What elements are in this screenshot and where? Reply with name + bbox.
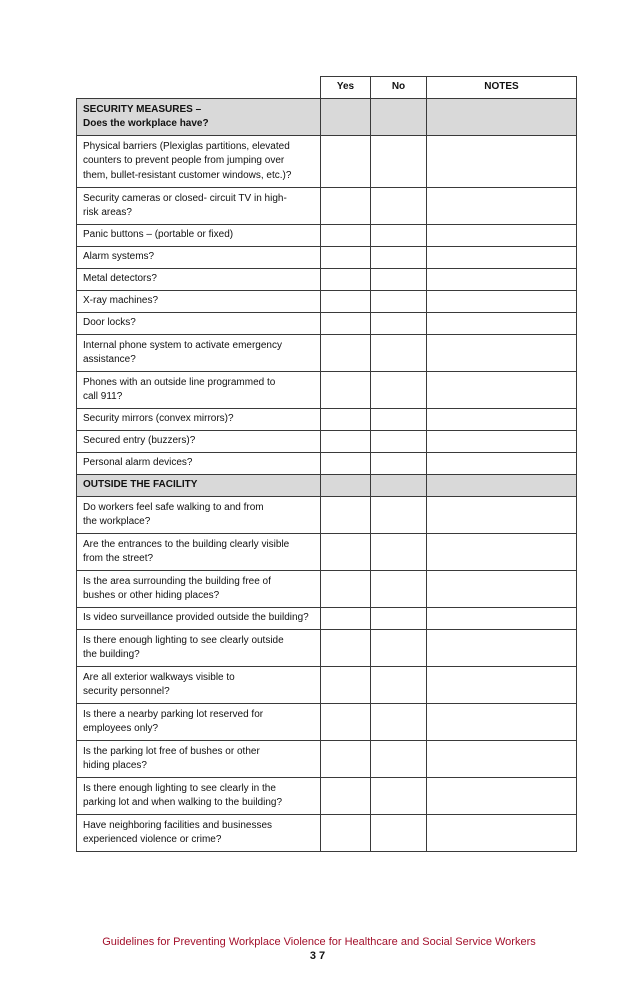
- notes-cell[interactable]: [427, 188, 577, 225]
- checklist-row: [77, 778, 577, 815]
- checklist-row: [77, 704, 577, 741]
- question-text: [77, 225, 321, 247]
- yes-cell[interactable]: [321, 453, 371, 475]
- yes-cell[interactable]: [321, 608, 371, 630]
- table-header-row: [77, 77, 577, 99]
- question-text: [77, 815, 321, 852]
- no-cell[interactable]: [371, 247, 427, 269]
- notes-cell[interactable]: [427, 225, 577, 247]
- notes-cell[interactable]: [427, 136, 577, 188]
- no-cell[interactable]: [371, 225, 427, 247]
- question-text: [77, 313, 321, 335]
- no-cell[interactable]: [371, 409, 427, 431]
- checklist-row: [77, 608, 577, 630]
- notes-cell[interactable]: [427, 815, 577, 852]
- notes-cell[interactable]: [427, 534, 577, 571]
- text-line: Is there enough lighting to see clearly outside: [83, 634, 284, 646]
- text-line: OUTSIDE THE FACILITY: [83, 479, 198, 491]
- checklist-row: [77, 571, 577, 608]
- notes-cell[interactable]: [427, 335, 577, 372]
- checklist-row: [77, 741, 577, 778]
- no-cell[interactable]: [371, 269, 427, 291]
- yes-cell[interactable]: [321, 313, 371, 335]
- no-cell[interactable]: [371, 571, 427, 608]
- text-line: the workplace?: [83, 516, 151, 527]
- text-line: Is there a nearby parking lot reserved for: [83, 708, 264, 720]
- yes-cell[interactable]: [321, 247, 371, 269]
- text-line: Are the entrances to the building clearly visible: [83, 538, 290, 550]
- checklist-row: [77, 372, 577, 409]
- page-number: 37: [309, 950, 329, 962]
- question-text: [77, 136, 321, 188]
- no-cell[interactable]: [371, 188, 427, 225]
- notes-cell[interactable]: [427, 571, 577, 608]
- notes-cell[interactable]: [427, 630, 577, 667]
- text-line: Does the workplace have?: [83, 118, 209, 129]
- text-line: Alarm systems?: [83, 251, 155, 263]
- header-blank-cell: [77, 77, 321, 99]
- notes-cell: [427, 99, 577, 136]
- notes-cell[interactable]: [427, 704, 577, 741]
- notes-cell[interactable]: [427, 247, 577, 269]
- text-line: Personal alarm devices?: [83, 457, 193, 469]
- text-line: Is there enough lighting to see clearly in the: [83, 782, 276, 794]
- checklist-row: [77, 815, 577, 852]
- no-cell: [371, 475, 427, 497]
- question-text: [77, 534, 321, 571]
- text-line: Secured entry (buzzers)?: [83, 435, 196, 447]
- section-title: [77, 475, 321, 497]
- text-line: Have neighboring facilities and businesses: [83, 819, 273, 831]
- yes-cell[interactable]: [321, 667, 371, 704]
- checklist-row: [77, 335, 577, 372]
- text-line: Security mirrors (convex mirrors)?: [83, 413, 234, 425]
- text-line: Is the area surrounding the building free of: [83, 575, 271, 587]
- question-text: [77, 335, 321, 372]
- text-line: Phones with an outside line programmed to: [83, 376, 276, 388]
- footer-title: Guidelines for Preventing Workplace Violence for Healthcare and Social Service Workers: [102, 936, 536, 948]
- notes-cell[interactable]: [427, 313, 577, 335]
- security-checklist-table: [76, 76, 577, 852]
- text-line: call 911?: [83, 391, 123, 402]
- checklist-row: [77, 630, 577, 667]
- notes-cell[interactable]: [427, 741, 577, 778]
- checklist-row: [77, 453, 577, 475]
- yes-cell[interactable]: [321, 409, 371, 431]
- checklist-row: [77, 667, 577, 704]
- text-line: SECURITY MEASURES –: [83, 103, 202, 115]
- no-cell[interactable]: [371, 741, 427, 778]
- text-line: Is video surveillance provided outside the building?: [83, 612, 309, 624]
- section-header-row: [77, 475, 577, 497]
- notes-cell[interactable]: [427, 291, 577, 313]
- notes-cell[interactable]: [427, 431, 577, 453]
- yes-cell[interactable]: [321, 778, 371, 815]
- yes-cell[interactable]: [321, 431, 371, 453]
- text-line: Internal phone system to activate emergency: [83, 339, 282, 351]
- question-text: [77, 741, 321, 778]
- text-line: them, bullet-resistant customer windows, etc.)?: [83, 169, 292, 181]
- no-cell[interactable]: [371, 778, 427, 815]
- checklist-row: [77, 291, 577, 313]
- no-cell[interactable]: [371, 667, 427, 704]
- no-cell[interactable]: [371, 534, 427, 571]
- checklist-row: [77, 313, 577, 335]
- checklist-row: [77, 269, 577, 291]
- notes-cell[interactable]: [427, 778, 577, 815]
- checklist-row: [77, 497, 577, 534]
- checklist-row: [77, 409, 577, 431]
- yes-cell[interactable]: [321, 704, 371, 741]
- checklist-row: [77, 188, 577, 225]
- text-line: from the street?: [83, 553, 154, 564]
- no-cell[interactable]: [371, 453, 427, 475]
- text-line: Physical barriers (Plexiglas partitions, elevated: [83, 140, 290, 152]
- no-cell[interactable]: [371, 815, 427, 852]
- checklist-body: [77, 99, 577, 852]
- column-header-yes: Yes: [321, 77, 371, 99]
- text-line: Are all exterior walkways visible to: [83, 671, 235, 683]
- notes-cell[interactable]: [427, 372, 577, 409]
- text-line: parking lot and when walking to the building?: [83, 797, 283, 808]
- question-text: [77, 667, 321, 704]
- question-text: [77, 409, 321, 431]
- text-line: security personnel?: [83, 686, 170, 697]
- question-text: [77, 704, 321, 741]
- checklist-row: [77, 431, 577, 453]
- checklist-row: [77, 534, 577, 571]
- yes-cell[interactable]: [321, 188, 371, 225]
- checklist-row: [77, 136, 577, 188]
- yes-cell[interactable]: [321, 335, 371, 372]
- no-cell[interactable]: [371, 608, 427, 630]
- section-header-row: [77, 99, 577, 136]
- question-text: [77, 571, 321, 608]
- text-line: counters to prevent people from jumping over: [83, 155, 285, 167]
- checklist-row: [77, 247, 577, 269]
- text-line: Do workers feel safe walking to and from: [83, 501, 264, 513]
- yes-cell[interactable]: [321, 497, 371, 534]
- notes-cell[interactable]: [427, 497, 577, 534]
- yes-cell[interactable]: [321, 136, 371, 188]
- question-text: [77, 608, 321, 630]
- text-line: the building?: [83, 649, 140, 660]
- notes-cell[interactable]: [427, 667, 577, 704]
- section-title: [77, 99, 321, 136]
- question-text: [77, 497, 321, 534]
- question-text: [77, 630, 321, 667]
- text-line: experienced violence or crime?: [83, 834, 222, 845]
- yes-cell[interactable]: [321, 291, 371, 313]
- notes-cell[interactable]: [427, 409, 577, 431]
- column-header-no: No: [371, 77, 427, 99]
- no-cell[interactable]: [371, 431, 427, 453]
- question-text: [77, 188, 321, 225]
- yes-cell[interactable]: [321, 630, 371, 667]
- question-text: [77, 778, 321, 815]
- no-cell[interactable]: [371, 372, 427, 409]
- text-line: Is the parking lot free of bushes or other: [83, 745, 260, 757]
- text-line: bushes or other hiding places?: [83, 590, 220, 601]
- no-cell[interactable]: [371, 630, 427, 667]
- question-text: [77, 372, 321, 409]
- no-cell: [371, 99, 427, 136]
- yes-cell[interactable]: [321, 741, 371, 778]
- text-line: Metal detectors?: [83, 273, 157, 285]
- question-text: [77, 453, 321, 475]
- no-cell[interactable]: [371, 136, 427, 188]
- text-line: hiding places?: [83, 760, 147, 771]
- notes-cell[interactable]: [427, 453, 577, 475]
- notes-cell[interactable]: [427, 608, 577, 630]
- no-cell[interactable]: [371, 335, 427, 372]
- text-line: Door locks?: [83, 317, 136, 329]
- checklist-row: [77, 225, 577, 247]
- text-line: assistance?: [83, 354, 136, 365]
- yes-cell: [321, 475, 371, 497]
- yes-cell[interactable]: [321, 225, 371, 247]
- question-text: [77, 291, 321, 313]
- question-text: [77, 431, 321, 453]
- text-line: Panic buttons – (portable or fixed): [83, 229, 234, 241]
- yes-cell[interactable]: [321, 815, 371, 852]
- yes-cell[interactable]: [321, 571, 371, 608]
- text-line: risk areas?: [83, 207, 132, 218]
- question-text: [77, 247, 321, 269]
- column-header-notes: NOTES: [427, 77, 577, 99]
- text-line: X-ray machines?: [83, 295, 159, 307]
- notes-cell[interactable]: [427, 269, 577, 291]
- text-line: Security cameras or closed- circuit TV in high-: [83, 192, 287, 204]
- yes-cell[interactable]: [321, 534, 371, 571]
- no-cell[interactable]: [371, 313, 427, 335]
- yes-cell[interactable]: [321, 372, 371, 409]
- yes-cell[interactable]: [321, 269, 371, 291]
- no-cell[interactable]: [371, 291, 427, 313]
- no-cell[interactable]: [371, 497, 427, 534]
- no-cell[interactable]: [371, 704, 427, 741]
- yes-cell: [321, 99, 371, 136]
- question-text: [77, 269, 321, 291]
- text-line: employees only?: [83, 723, 159, 734]
- notes-cell: [427, 475, 577, 497]
